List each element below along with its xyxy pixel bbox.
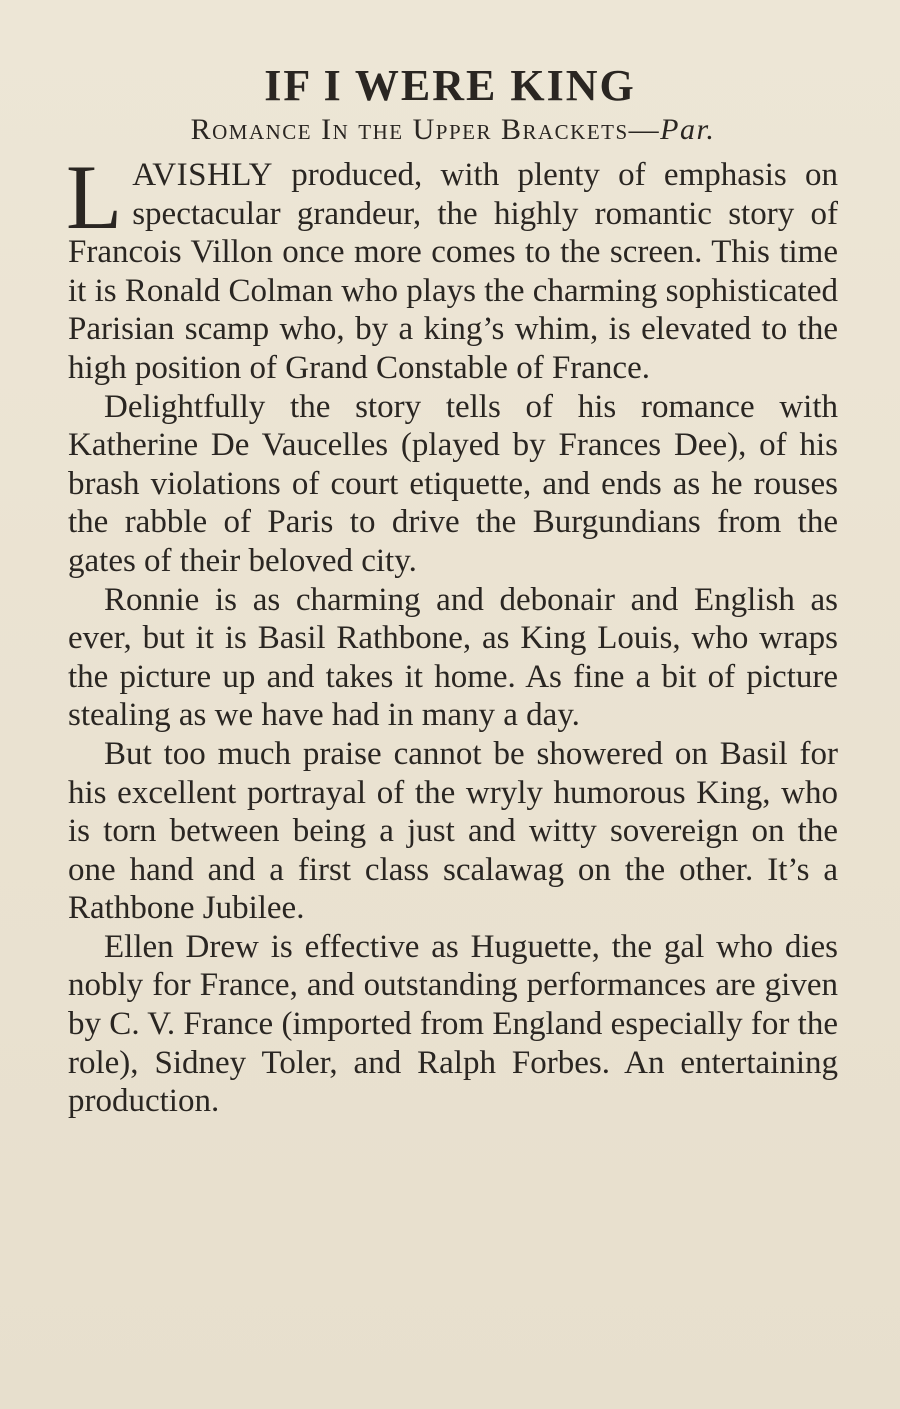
studio-abbreviation: Par.	[660, 113, 716, 146]
article-body	[66, 146, 838, 1121]
first-word-rest: AVISHLY	[132, 157, 273, 193]
paragraph-1	[66, 146, 838, 388]
paragraph-1-text: produced, with plenty of emphasis on spectacular grandeur, the highly romantic story of Francois Villon once more comes to the screen. This time it is Ronald Colman who plays the charming sophisticated Parisian scamp who, by a king’s whim, is elevated to the high position of Grand Constable of France.	[68, 157, 838, 386]
article-title: IF I WERE KING	[264, 61, 636, 110]
paragraph-2: Delightfully the story tells of his romance with Katherine De Vaucelles (played by Frances Dee), of his brash violations of court etiquette, and ends as he rouses the rabble of Paris to drive the Burgundians from the gates of their beloved city.	[68, 388, 838, 579]
paragraph-5: Ellen Drew is effective as Huguette, the gal who dies nobly for France, and outstanding performances are given by C. V. France (imported from England especially for the role), Sidney Toler, and Ralph Forbes. An entertaining production.	[68, 928, 838, 1120]
article-subtitle	[68, 112, 838, 148]
paragraph-4: But too much praise cannot be showered on Basil for his excellent portrayal of the wryly humorous King, who is torn between being a just and witty sovereign on the one hand and a first class scalawag on the other. It’s a Rathbone Jubilee.	[68, 735, 838, 927]
drop-cap: L	[66, 146, 123, 248]
paragraph-3: Ronnie is as charming and debonair and English as ever, but it is Basil Rathbone, as King Louis, who wraps the picture up and takes it home. As fine a bit of picture stealing as we have had in many a day.	[68, 581, 838, 734]
subtitle-text: Romance In the Upper Brackets—	[190, 113, 661, 146]
